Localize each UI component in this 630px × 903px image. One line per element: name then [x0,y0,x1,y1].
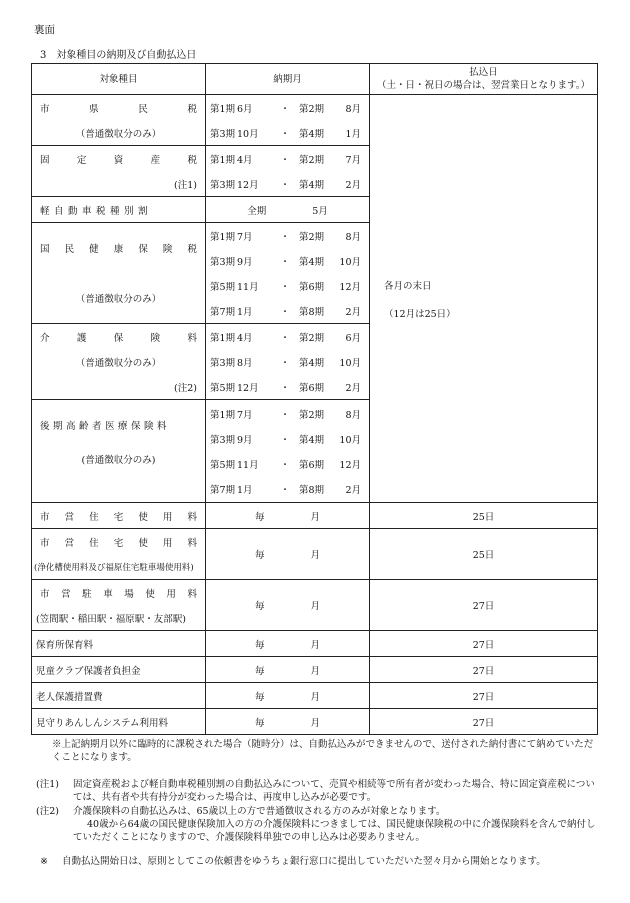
note-1-text: 固定資産税および軽自動車税種別割の自動払込みについて、売買や相続等で所有者が変わった場合、特に固定資産税については、共有者や共有持分が変わった場合は、再度申し込みが必要です。 [73,779,595,803]
table-row [32,503,598,529]
category-subtitle: （普通徴収分のみ） [75,357,162,369]
category-cell [32,683,206,709]
payment-schedule-table [31,63,598,735]
category-subtitle: （普通徴収分のみ） [75,128,162,140]
category-cell [32,400,206,503]
due-month-cell: 毎 月 [206,657,370,683]
category-cell [32,503,206,529]
category-title: 後期高齢者医療保険料 [40,421,171,432]
category-cell [32,657,206,683]
category-subtitle: (笠間駅・稲田駅・福原駅・友部駅) [36,613,186,625]
note-2-key: (注2) [36,806,59,817]
category-subtitle: (普通徴収分のみ) [81,455,156,466]
note-start-date-text: 自動払込開始日は、原則としてこの依頼書をゆうちょ銀行窓口に提出していただいた翌々月から開始となります。 [62,856,546,867]
category-cell [32,529,206,580]
payment-date-cell: 27日 [370,631,598,657]
category-title: 固 定 資 産 税 [40,154,197,166]
header-due-month: 納期月 [206,64,370,95]
note-1 [36,778,596,804]
due-month-cell: 第1期 7月 ・ 第2期 8月 第3期 9月 ・ 第4期 10月 第5期 11月 ・ 第6期 12月 第7期 1月 ・ 第8期 2月 [206,223,370,324]
due-month-cell: 毎 月 [206,503,370,529]
note-2 [36,805,596,844]
header-category: 対象種目 [32,64,206,95]
note-2-line1: 介護保険料の自動払込みは、65歳以上の方で普通徴収される方のみが対象となります。 [73,806,446,817]
table-header-row [32,64,598,95]
payment-date-cell: 27日 [370,709,598,735]
table-row [32,580,598,631]
category-title: 市 営 住 宅 使 用 料 [40,537,197,549]
payment-date-cell: 27日 [370,580,598,631]
header-payment-date-title: 払込日 [469,67,498,78]
payment-date-cell: 27日 [370,657,598,683]
note-1-key: (注1) [36,779,59,790]
header-payment-date [370,64,598,95]
category-note: (注2) [174,382,197,394]
note-start-date [36,855,596,868]
table-row [32,657,598,683]
due-month-cell: 毎 月 [206,631,370,657]
note-2-line2: 40歳から64歳の国民健康保険加入の方の介護保険料につきましては、国民健康保険税の中に介護保険料を含んで納付していただくことになりますので、介護保険料単独での申し込みは必要ありません。 [73,819,596,843]
due-month-cell: 毎 月 [206,709,370,735]
category-cell [32,197,206,223]
note-2-body [73,805,596,844]
section-title: 3 対象種目の納期及び自動払込日 [40,50,197,61]
category-title: 市 営 住 宅 使 用 料 [40,511,197,523]
due-month-cell: 全期 5月 [206,197,370,223]
due-month-cell: 毎 月 [206,529,370,580]
header-payment-date-note: （土・日・祝日の場合は、翌営業日となります。） [377,80,590,91]
category-cell [32,631,206,657]
due-month-cell: 第1期 7月 ・ 第2期 8月 第3期 9月 ・ 第4期 10月 第5期 11月 ・ 第6期 12月 第7期 1月 ・ 第8期 2月 [206,400,370,503]
payment-date-cell: 27日 [370,683,598,709]
category-cell [32,95,206,146]
category-title: 児童クラブ保護者負担金 [36,665,141,677]
category-title: 国 民 健 康 保 険 税 [40,244,197,255]
category-cell [32,709,206,735]
due-month-cell: 第1期 6月 ・ 第2期 8月 第3期 10月 ・ 第4期 1月 [206,95,370,146]
category-title: 保育所保育料 [36,639,94,651]
payment-date-cell: 25日 [370,529,598,580]
category-cell [32,223,206,324]
due-month-cell: 毎 月 [206,683,370,709]
category-title: 軽自動車税種別割 [40,205,153,217]
table-row [32,631,598,657]
category-subtitle: （普通徴収分のみ） [75,294,162,305]
table-row [32,709,598,735]
table-row [32,529,598,580]
payment-date-december-note: （12月は25日） [384,308,456,320]
due-month-cell: 第1期 4月 ・ 第2期 6月 第3期 8月 ・ 第4期 10月 第5期 12月 ・ 第6期 2月 [206,324,370,400]
table-row [32,95,598,146]
category-title: 市 県 民 税 [40,103,197,115]
due-month-cell: 毎 月 [206,580,370,631]
note-start-date-key: ※ [40,856,48,867]
payment-date-cell: 25日 [370,503,598,529]
table-row [32,683,598,709]
category-title: 市 営 駐 車 場 使 用 料 [40,588,197,600]
note-temporary-tax: ※上記納期月以外に臨時的に課税された場合（随時分）は、自動払込みができませんので、送付された納付書にて納めていただくことになります。 [52,739,594,763]
category-title: 介 護 保 険 料 [40,332,197,344]
category-cell [32,580,206,631]
category-subtitle: (浄化槽使用料及び福原住宅駐車場使用料) [34,562,194,573]
category-cell [32,324,206,400]
category-note: (注1) [174,179,197,191]
payment-date-merged-cell [370,95,598,503]
due-month-cell: 第1期 4月 ・ 第2期 7月 第3期 12月 ・ 第4期 2月 [206,146,370,197]
payment-date-end-of-month: 各月の末日 [384,280,432,292]
category-cell [32,146,206,197]
category-title: 見守りあんしんシステム利用料 [36,717,169,729]
category-title: 老人保護措置費 [36,691,103,703]
page-label: 裏面 [34,24,55,36]
